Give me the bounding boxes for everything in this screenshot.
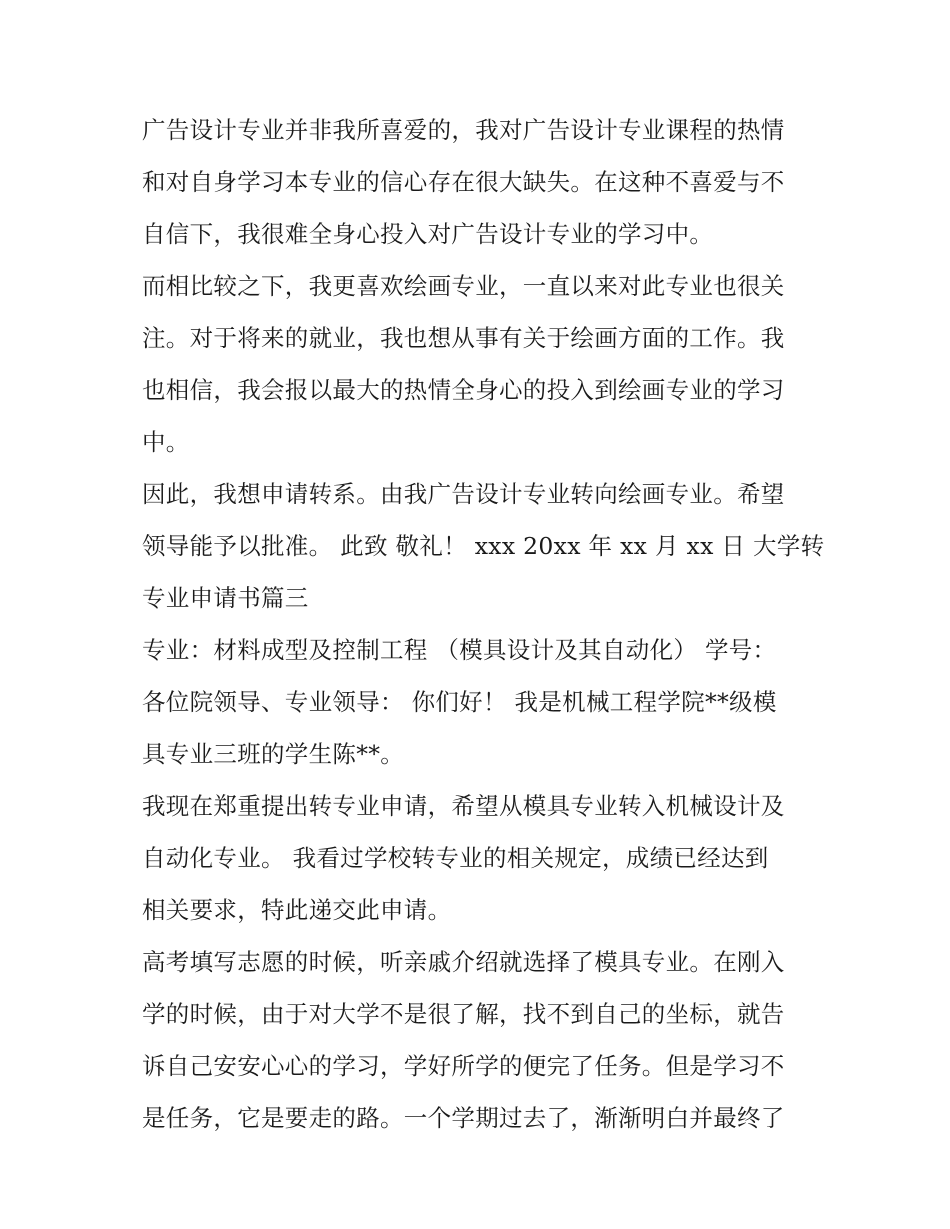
text-line: 学的时候，由于对大学不是很了解，找不到自己的坐标，就告 [142, 1000, 785, 1028]
text-line: 自信下，我很难全身心投入对广告设计专业的学习中。 [142, 220, 714, 248]
text-line: 因此，我想申请转系。由我广告设计专业转向绘画专业。希望 [142, 480, 785, 508]
text-line: 中。 [142, 428, 190, 456]
text-line: 高考填写志愿的时候，听亲戚介绍就选择了模具专业。在刚入 [142, 948, 785, 976]
text-line: 广告设计专业并非我所喜爱的，我对广告设计专业课程的热情 [142, 116, 785, 144]
text-line: 而相比较之下，我更喜欢绘画专业，一直以来对此专业也很关 [142, 272, 785, 300]
text-line: 诉自己安安心心的学习，学好所学的便完了任务。但是学习不 [142, 1052, 785, 1080]
text-line: 各位院领导、专业领导： 你们好！ 我是机械工程学院**级模 [142, 688, 777, 716]
text-line: 也相信，我会报以最大的热情全身心的投入到绘画专业的学习 [142, 376, 785, 404]
text-line: 领导能予以批准。 此致 敬礼！ xxx 20xx 年 xx 月 xx 日 大学转 [142, 532, 825, 560]
document-body [142, 104, 825, 1144]
text-line: 自动化专业。 我看过学校转专业的相关规定，成绩已经达到 [142, 844, 769, 872]
text-line: 专业：材料成型及控制工程 （模具设计及其自动化） 学号： [142, 636, 777, 664]
text-line: 和对自身学习本专业的信心存在很大缺失。在这种不喜爱与不 [142, 168, 785, 196]
text-line: 相关要求，特此递交此申请。 [142, 896, 452, 924]
text-line: 注。对于将来的就业，我也想从事有关于绘画方面的工作。我 [142, 324, 785, 352]
text-line: 专业申请书篇三 [142, 584, 309, 612]
text-line: 具专业三班的学生陈**。 [142, 740, 405, 768]
text-line: 我现在郑重提出转专业申请，希望从模具专业转入机械设计及 [142, 792, 785, 820]
text-line: 是任务，它是要走的路。一个学期过去了，渐渐明白并最终了 [142, 1104, 785, 1132]
